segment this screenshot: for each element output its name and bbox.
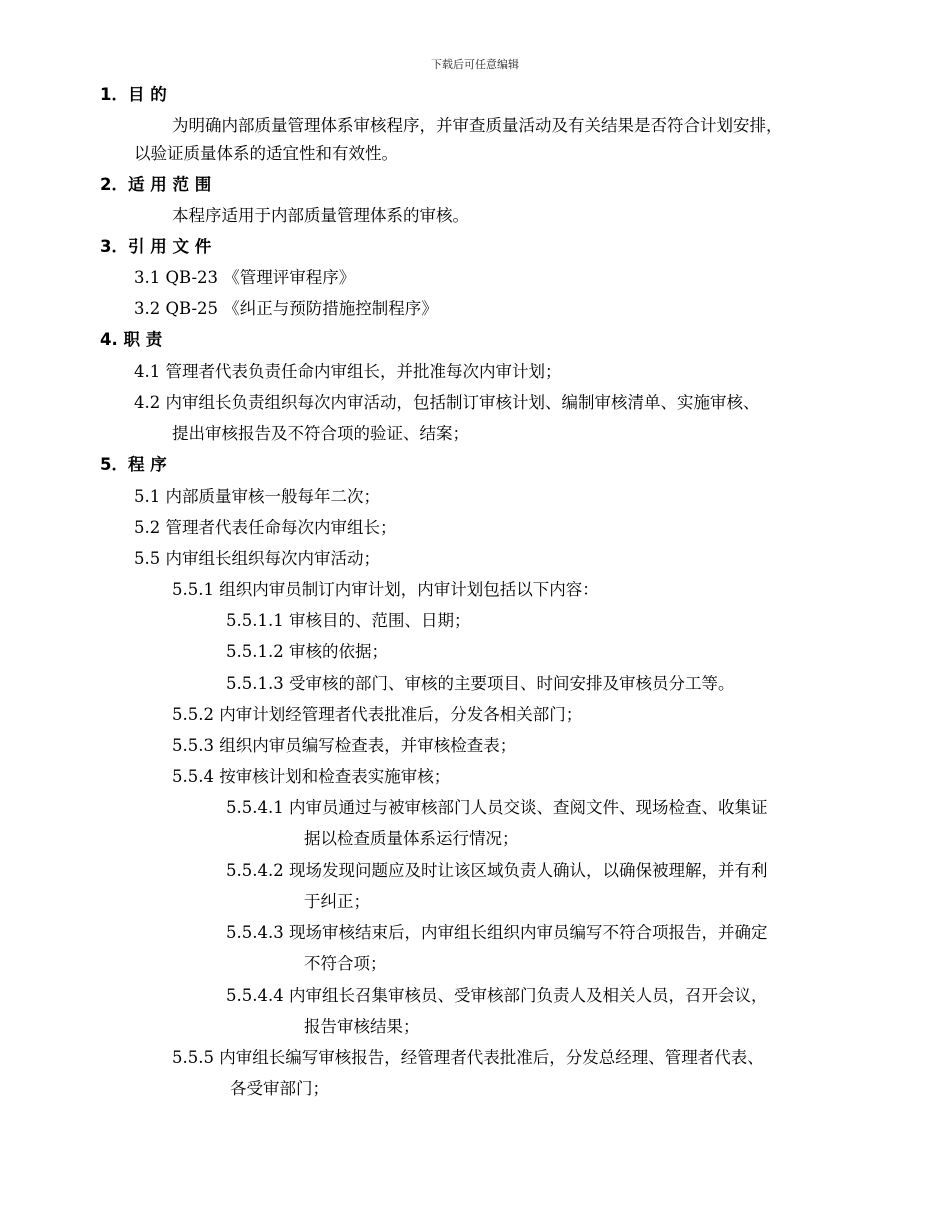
clause-line: 5.5.2 内审计划经管理者代表批准后，分发各相关部门；: [172, 705, 583, 724]
reference-item: 3.1 QB-23 《管理评审程序》: [134, 268, 356, 287]
clause-line: 5.5.1.2 审核的依据；: [226, 642, 388, 661]
clause-line: 4.1 管理者代表负责任命内审组长，并批准每次内审计划；: [134, 362, 562, 381]
clause-line: 5.5 内审组长组织每次内审活动；: [134, 549, 380, 568]
section-heading-scope: 2．适 用 范 围: [100, 175, 212, 194]
page-header: 下载后可任意编辑: [431, 58, 519, 71]
clause-line: 于纠正；: [304, 892, 370, 911]
clause-line: 5.5.4 按审核计划和检查表实施审核；: [172, 767, 451, 786]
clause-line: 5.5.4.4 内审组长召集审核员、受审核部门负责人及相关人员，召开会议，: [226, 986, 768, 1005]
clause-line: 各受审部门；: [230, 1079, 329, 1098]
clause-line: 提出审核报告及不符合项的验证、结案；: [172, 424, 469, 443]
paragraph-line: 本程序适用于内部质量管理体系的审核。: [172, 206, 469, 225]
clause-line: 据以检查质量体系运行情况；: [304, 829, 519, 848]
clause-line: 5.5.5 内审组长编写审核报告，经管理者代表批准后，分发总经理、管理者代表、: [172, 1048, 764, 1067]
paragraph-line: 以验证质量体系的适宜性和有效性。: [134, 144, 398, 163]
clause-line: 5.5.1.3 受审核的部门、审核的主要项目、时间安排及审核员分工等。: [226, 674, 735, 693]
section-heading-responsibilities: 4. 职 责: [100, 330, 163, 349]
clause-line: 5.5.4.1 内审员通过与被审核部门人员交谈、查阅文件、现场检查、收集证: [226, 798, 768, 817]
clause-line: 5.5.4.2 现场发现问题应及时让该区域负责人确认，以确保被理解，并有利: [226, 861, 768, 880]
clause-line: 5.5.3 组织内审员编写检查表，并审核检查表；: [172, 736, 517, 755]
clause-line: 5.2 管理者代表任命每次内审组长；: [134, 518, 397, 537]
clause-line: 5.5.4.3 现场审核结束后，内审组长组织内审员编写不符合项报告，并确定: [226, 923, 768, 942]
clause-line: 5.5.1 组织内审员制订内审计划，内审计划包括以下内容：: [172, 580, 599, 599]
section-heading-purpose: 1．目 的: [100, 85, 167, 104]
section-heading-references: 3．引 用 文 件: [100, 237, 212, 256]
clause-line: 报告审核结果；: [304, 1017, 420, 1036]
clause-line: 不符合项；: [304, 954, 387, 973]
clause-line: 5.1 内部质量审核一般每年二次；: [134, 487, 380, 506]
reference-item: 3.2 QB-25 《纠正与预防措施控制程序》: [134, 299, 438, 318]
paragraph-line: 为明确内部质量管理体系审核程序，并审查质量活动及有关结果是否符合计划安排，: [172, 116, 783, 135]
clause-line: 5.5.1.1 审核目的、范围、日期；: [226, 611, 471, 630]
section-heading-procedure: 5．程 序: [100, 455, 167, 474]
clause-line: 4.2 内审组长负责组织每次内审活动，包括制订审核计划、编制审核清单、实施审核、: [134, 393, 760, 412]
